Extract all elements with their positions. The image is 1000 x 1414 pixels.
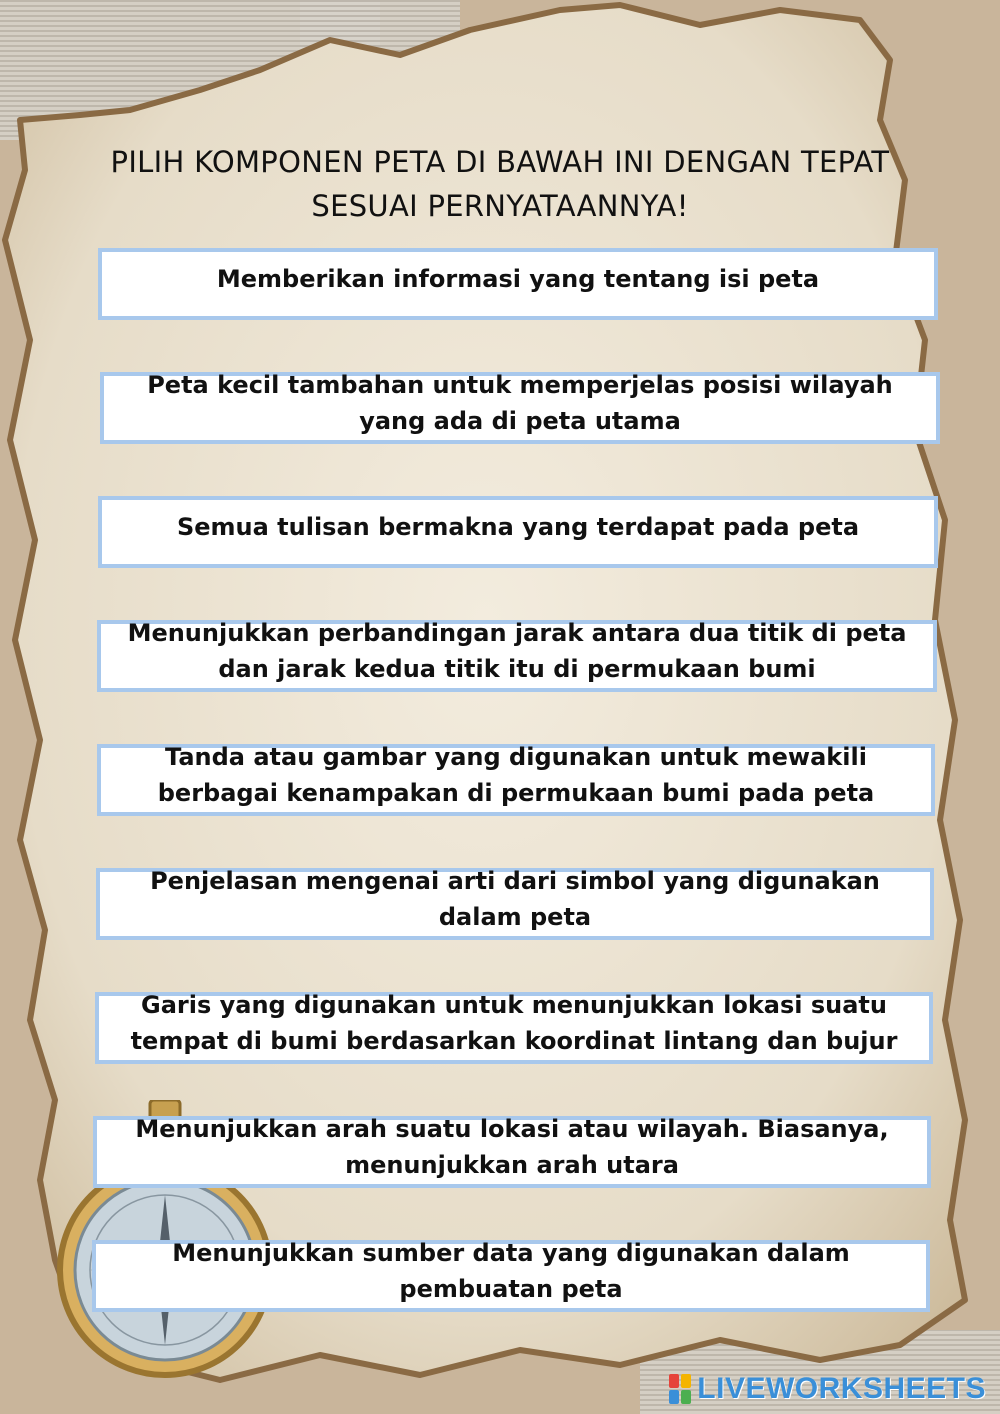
statement-text: Menunjukkan perbandingan jarak antara dua titik di peta dan jarak kedua titik itu di permukaan bumi [127,619,907,683]
statement-text: Menunjukkan sumber data yang digunakan dalam pembuatan peta [172,1239,850,1303]
watermark-text: LIVEWORKSHEETS [697,1372,986,1405]
answer-box-5[interactable] [97,744,935,816]
statement-text: Garis yang digunakan untuk menunjukkan lokasi suatu tempat di bumi berdasarkan koordinat lintang dan bujur [130,991,898,1055]
answer-box-9[interactable] [92,1240,930,1312]
answer-box-7[interactable] [95,992,933,1064]
liveworksheets-logo-icon [669,1374,691,1404]
statement-text: Tanda atau gambar yang digunakan untuk mewakili berbagai kenampakan di permukaan bumi pada peta [157,743,875,807]
statement-text: Semua tulisan bermakna yang terdapat pada peta [176,513,860,541]
answer-box-8[interactable] [93,1116,931,1188]
watermark [669,1372,986,1406]
answer-box-6[interactable] [96,868,934,940]
page-title: PILIH KOMPONEN PETA DI BAWAH INI DENGAN TEPAT SESUAI PERNYATAANNYA! [110,145,890,223]
statement-text: Penjelasan mengenai arti dari simbol yang digunakan dalam peta [150,867,880,931]
statement-text: Menunjukkan arah suatu lokasi atau wilayah. Biasanya, menunjukkan arah utara [135,1115,889,1179]
answer-box-3[interactable] [98,496,938,568]
answer-box-4[interactable] [97,620,937,692]
answer-box-2[interactable] [100,372,940,444]
statement-text: Memberikan informasi yang tentang isi peta [216,265,820,293]
answer-box-1[interactable] [98,248,938,320]
statement-text: Peta kecil tambahan untuk memperjelas posisi wilayah yang ada di peta utama [147,371,893,435]
